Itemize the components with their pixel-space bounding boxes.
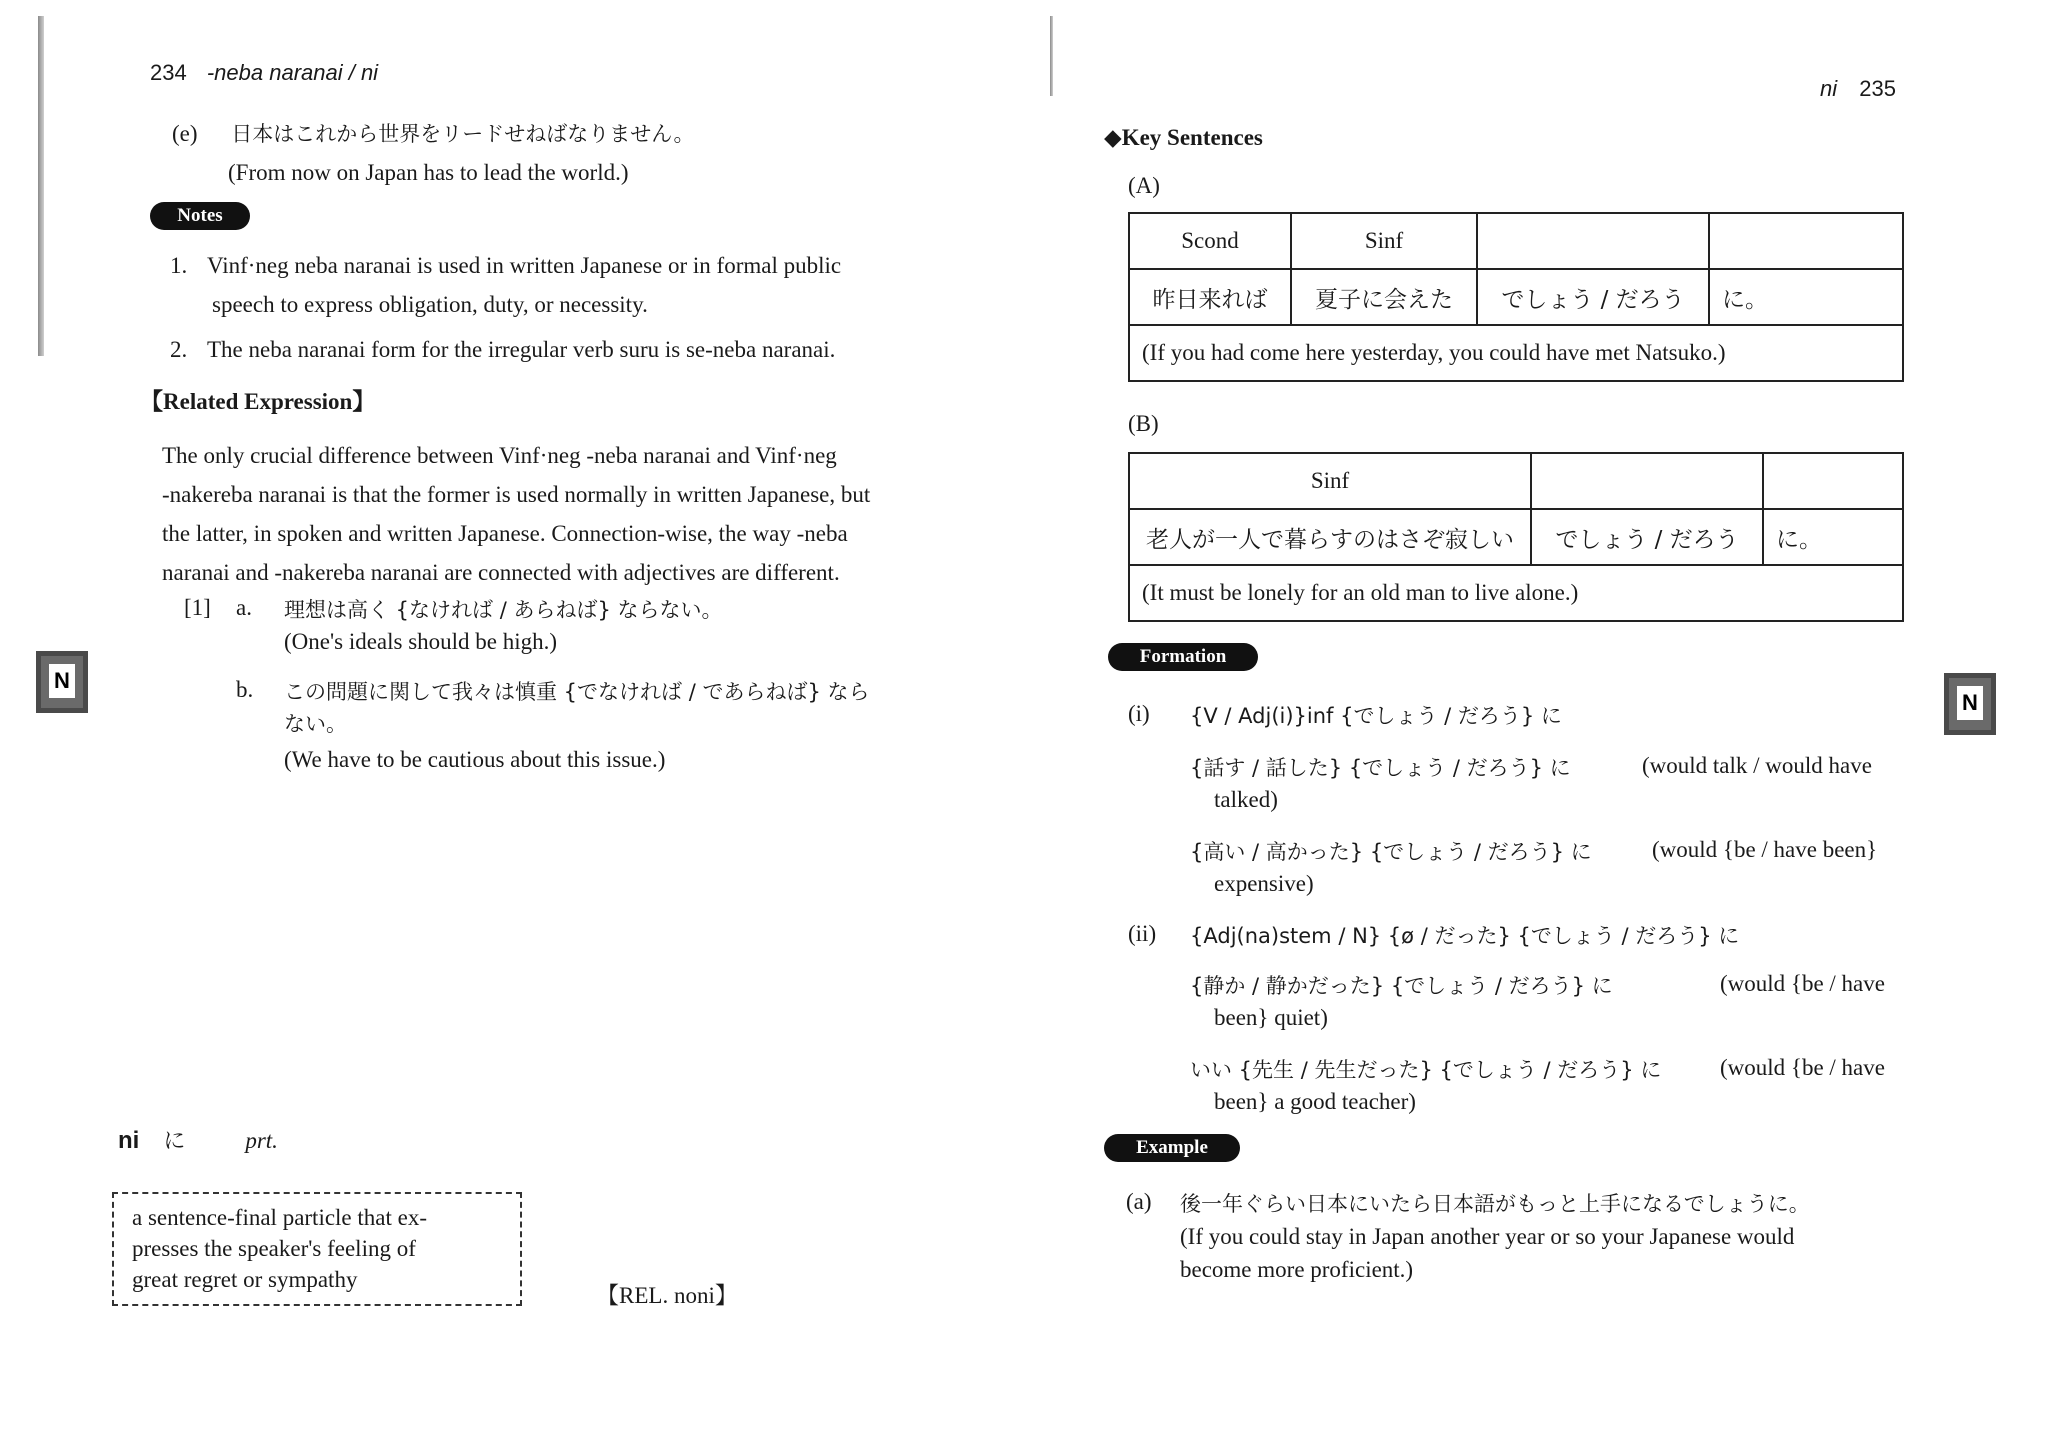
right-page-header [1820,74,1896,104]
related-example-group-label: [1] [184,595,211,620]
definition-line-1: a sentence-final particle that ex- [132,1205,428,1230]
table-row [1129,509,1903,565]
table-b-cell-2: でしょう / だろう [1531,509,1763,565]
formation-ii-ex1-en: (would {be / have [1720,971,1885,996]
entry-related: 【REL. noni】 [596,1283,738,1308]
note-1 [170,250,950,281]
related-line-4: naranai and -nakereba naranai are connected with adjectives are different. [162,560,840,585]
table-a-cell-1: 昨日来れば [1129,269,1291,325]
definition-line-2: presses the speaker's feeling of [132,1236,416,1261]
note-2-num: 2. [170,337,188,362]
formation-i-ex2-en: (would {be / have been} [1652,837,1878,862]
right-side-tab-letter: N [1957,686,1983,720]
table-row [1129,269,1903,325]
formation-i-ex2-en2: expensive) [1214,871,1314,896]
table-row [1129,565,1903,621]
related-example-a-label: a. [236,595,252,620]
note-1-line2: speech to express obligation, duty, or necessity. [212,292,648,317]
table-a-header-2: Sinf [1291,213,1477,269]
key-sentences-heading: ◆Key Sentences [1104,125,1263,150]
right-page-gutter [1050,16,1053,96]
related-example-b-jp-line2: ない。 [284,712,347,736]
table-b-cell-3: に。 [1763,509,1903,565]
entry-kana: に [163,1129,186,1154]
left-side-tab [36,651,88,713]
note-2-line1: The neba naranai form for the irregular verb suru is se-neba naranai. [207,337,836,362]
formation-ii-ex2-en2: been} a good teacher) [1214,1089,1416,1114]
formation-i-pattern: {V / Adj(i)}inf {でしょう / だろう} に [1190,704,1562,728]
example-e-label: (e) [172,121,198,146]
entry-definition-box [112,1192,522,1306]
related-example-a-jp: 理想は高く {なければ / あらねば} ならない。 [284,598,723,622]
table-b-cell-1: 老人が一人で暮らすのはさぞ寂しい [1129,509,1531,565]
related-example-b-en: (We have to be cautious about this issue.) [284,747,666,772]
formation-ii-ex2-en: (would {be / have [1720,1055,1885,1080]
formation-ii-ex1-jp: {静か / 静かだった} {でしょう / だろう} に [1190,974,1613,998]
related-example-a-en: (One's ideals should be high.) [284,629,558,654]
formation-i-ex1-en2: talked) [1214,787,1278,812]
related-example-b-jp-line1: この問題に関して我々は慎重 {でなければ / であらねば} なら [284,680,870,704]
table-a-cell-2: 夏子に会えた [1291,269,1477,325]
formation-i-ex2-jp: {高い / 高かった} {でしょう / だろう} に [1190,840,1592,864]
entry-pos: prt. [245,1128,278,1153]
example-a-label: (a) [1126,1189,1152,1214]
example-e-en: (From now on Japan has to lead the world.) [228,160,629,185]
left-page-header [150,58,378,88]
table-b-label: (B) [1128,411,1159,436]
table-b-header-1: Sinf [1129,453,1531,509]
table-a-header-3 [1477,213,1709,269]
table-a-label: (A) [1128,173,1160,198]
notes-badge: Notes [150,202,250,230]
right-page-number: 235 [1859,76,1896,101]
related-line-3: the latter, in spoken and written Japanese. Connection-wise, the way -neba [162,521,848,546]
related-line-1: The only crucial difference between Vinf·neg -neba naranai and Vinf·neg [162,443,837,468]
formation-i-ex1-jp: {話す / 話した} {でしょう / だろう} に [1190,756,1571,780]
table-b-header-2 [1531,453,1763,509]
note-1-num: 1. [170,253,188,278]
left-side-tab-letter: N [49,664,75,698]
table-row [1129,325,1903,381]
left-page-edge [38,16,44,356]
table-a-cell-3: でしょう / だろう [1477,269,1709,325]
note-1-line1: Vinf·neg neba naranai is used in written Japanese or in formal public [207,253,842,278]
formation-ii-pattern: {Adj(na)stem / N} {ø / だった} {でしょう / だろう} に [1190,924,1740,948]
table-b-header-3 [1763,453,1903,509]
definition-line-3: great regret or sympathy [132,1267,358,1292]
entry-heading [118,1124,278,1155]
table-a-header-1: Scond [1129,213,1291,269]
example-a-en2: become more proficient.) [1180,1257,1414,1282]
entry-headword: ni [118,1127,140,1154]
formation-ii-label: (ii) [1128,921,1157,946]
left-page-number: 234 [150,60,187,85]
formation-ii-ex1-en2: been} quiet) [1214,1005,1328,1030]
table-a-translation: (If you had come here yesterday, you could have met Natsuko.) [1129,325,1903,381]
example-e [172,118,695,150]
related-line-2: -nakereba naranai is that the former is used normally in written Japanese, but [162,482,871,507]
note-2 [170,334,835,365]
right-running-title: ni [1820,76,1838,101]
formation-i-label: (i) [1128,701,1150,726]
table-b [1128,452,1904,622]
formation-ii-ex2-jp: いい {先生 / 先生だった} {でしょう / だろう} に [1190,1058,1662,1082]
related-para [162,436,952,592]
table-row [1129,213,1903,269]
formation-badge: Formation [1108,643,1258,671]
related-example-b-label: b. [236,677,254,702]
example-e-jp: 日本はこれから世界をリードせねばなりません。 [231,122,695,146]
right-side-tab [1944,673,1996,735]
table-b-translation: (It must be lonely for an old man to live alone.) [1129,565,1903,621]
example-badge: Example [1104,1134,1240,1162]
table-a-header-4 [1709,213,1903,269]
table-row [1129,453,1903,509]
formation-i-ex1-en: (would talk / would have [1642,753,1872,778]
left-running-title: -neba naranai / ni [206,60,379,85]
related-heading: 【Related Expression】 [140,389,376,414]
table-a [1128,212,1904,382]
table-a-cell-4: に。 [1709,269,1903,325]
example-a-jp: 後一年ぐらい日本にいたら日本語がもっと上手になるでしょうに。 [1180,1192,1810,1216]
example-a-en1: (If you could stay in Japan another year or so your Japanese would [1180,1224,1795,1249]
